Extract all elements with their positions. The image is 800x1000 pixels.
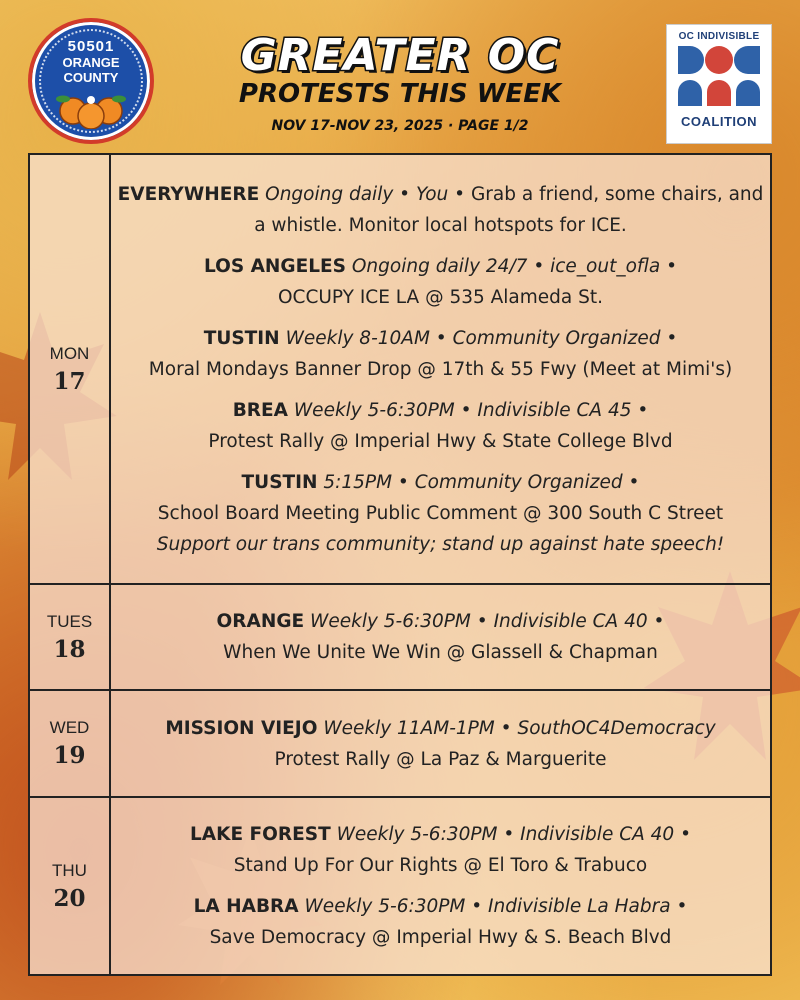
event-meta: 5:15PM • Community Organized • <box>323 471 640 493</box>
events-list <box>111 798 770 974</box>
day-name: THU <box>52 860 87 880</box>
event-description: Grab a friend, some chairs, and a whistle. Monitor local hotspots for ICE. <box>254 183 764 236</box>
event-meta: Weekly 8-10AM • Community Organized • <box>285 327 678 349</box>
event-note: Support our trans community; stand up against hate speech! <box>156 533 725 555</box>
event-meta: Weekly 5-6:30PM • Indivisible CA 45 • <box>293 399 649 421</box>
day-number: 20 <box>53 884 86 912</box>
event-meta: Weekly 5-6:30PM • Indivisible La Habra • <box>304 896 688 917</box>
event-city: TUSTIN <box>241 471 318 493</box>
coalition-logo-top: OC INDIVISIBLE <box>678 31 760 42</box>
oc-indivisible-coalition-logo <box>666 24 772 144</box>
event-description: Protest Rally @ Imperial Hwy & State College Blvd <box>208 430 673 452</box>
event-meta: Weekly 11AM-1PM • SouthOC4Democracy <box>323 717 716 739</box>
50501-orange-county-logo <box>28 18 154 144</box>
event-city: BREA <box>232 399 288 421</box>
page-subtitle: PROTESTS THIS WEEK <box>238 79 562 109</box>
day-row-tuesday <box>30 585 770 691</box>
event-city: LOS ANGELES <box>203 255 346 277</box>
events-list <box>111 691 770 796</box>
logo-line-2: ORANGE <box>62 55 120 70</box>
day-number: 17 <box>53 367 86 395</box>
event-description: Save Democracy @ Imperial Hwy & S. Beach Blvd <box>209 927 672 948</box>
event-item <box>208 395 672 457</box>
event-item <box>117 179 764 241</box>
event-city: ORANGE <box>216 611 305 632</box>
event-item <box>190 819 691 881</box>
schedule-table <box>28 153 772 976</box>
logo-line-3: COUNTY <box>63 70 119 85</box>
event-item <box>165 713 715 775</box>
event-meta: Ongoing daily • You <box>265 183 449 205</box>
date-range: NOV 17-NOV 23, 2025 · PAGE 1/2 <box>271 118 529 134</box>
coalition-logo-bottom: COALITION <box>681 114 757 129</box>
day-name: TUES <box>46 611 93 631</box>
event-item <box>157 467 724 560</box>
logo-line-1: 50501 <box>67 38 115 55</box>
event-item <box>194 891 688 953</box>
event-description: School Board Meeting Public Comment @ 300 South C Street <box>157 502 724 524</box>
event-city: EVERYWHERE <box>117 183 260 205</box>
events-list <box>111 585 770 689</box>
event-description: When We Unite We Win @ Glassell & Chapman <box>223 642 658 663</box>
day-row-thursday <box>30 798 770 974</box>
day-row-monday <box>30 155 770 585</box>
event-description: Stand Up For Our Rights @ El Toro & Trabuco <box>233 855 648 876</box>
page-title: GREATER OC <box>240 30 560 81</box>
event-item <box>149 323 732 385</box>
day-row-wednesday <box>30 691 770 798</box>
event-separator: • <box>448 183 471 205</box>
event-meta: Weekly 5-6:30PM • Indivisible CA 40 • <box>336 824 691 845</box>
day-cell <box>30 585 111 689</box>
event-meta: Weekly 5-6:30PM • Indivisible CA 40 • <box>310 611 665 632</box>
coalition-shapes-icon <box>674 42 764 110</box>
day-number: 19 <box>53 742 86 769</box>
event-meta: Ongoing daily 24/7 • ice_out_ofla • <box>351 255 678 277</box>
event-item <box>204 251 677 313</box>
event-description: OCCUPY ICE LA @ 535 Alameda St. <box>277 286 604 308</box>
day-cell <box>30 691 111 796</box>
day-number: 18 <box>53 635 86 663</box>
event-city: LA HABRA <box>193 896 299 917</box>
events-list <box>111 155 770 583</box>
event-description: Moral Mondays Banner Drop @ 17th & 55 Fwy (Meet at Mimi's) <box>148 358 733 380</box>
day-cell <box>30 798 111 974</box>
day-name: WED <box>49 718 90 737</box>
event-city: MISSION VIEJO <box>165 717 318 739</box>
event-description: Protest Rally @ La Paz & Marguerite <box>274 748 607 770</box>
event-item <box>217 606 665 668</box>
event-city: TUSTIN <box>203 327 280 349</box>
day-name: MON <box>49 343 90 363</box>
event-city: LAKE FOREST <box>190 824 331 845</box>
day-cell <box>30 155 111 583</box>
